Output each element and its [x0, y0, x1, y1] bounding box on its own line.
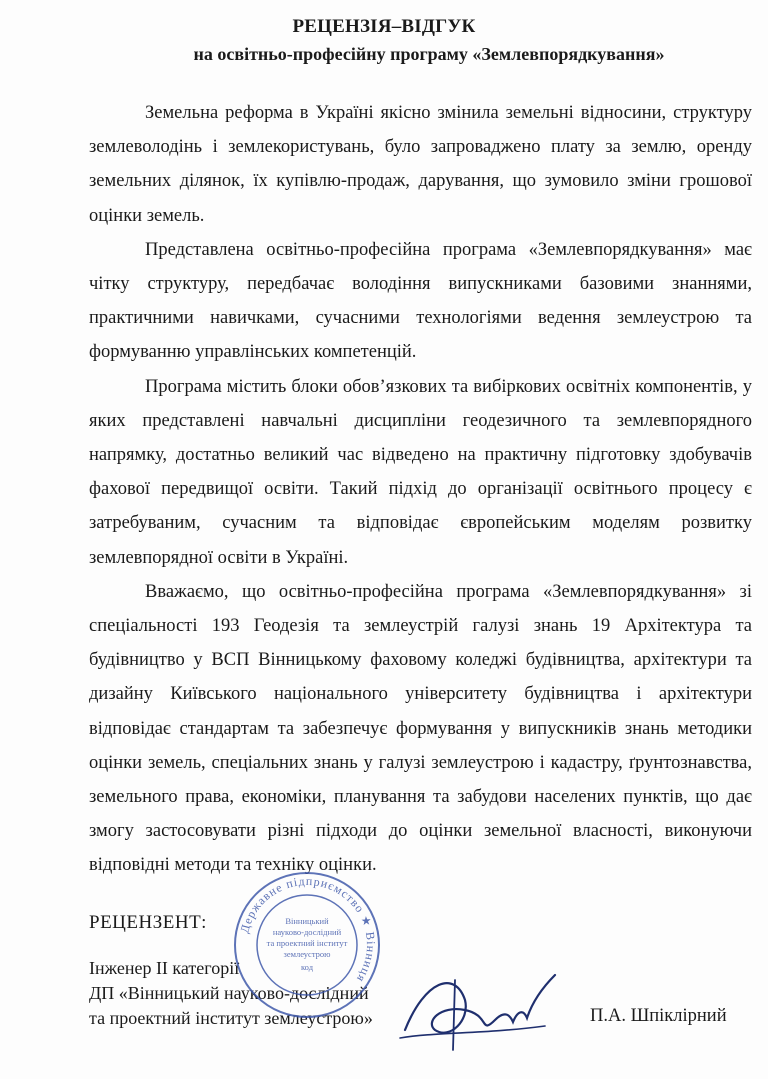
svg-text:землеустрою: землеустрою — [283, 949, 331, 959]
document-body — [89, 96, 752, 883]
reviewer-label: РЕЦЕНЗЕНТ: — [89, 912, 207, 933]
svg-text:науково-дослідний: науково-дослідний — [272, 927, 342, 937]
stamp-seal — [232, 870, 382, 1020]
svg-text:Вінницький: Вінницький — [285, 916, 329, 926]
svg-text:та проектний інститут: та проектний інститут — [266, 938, 348, 948]
reviewer-org-line2: та проектний інститут землеустрою» — [89, 1008, 373, 1028]
paragraph-1: Земельна реформа в Україні якісно змінила земельні відносини, структуру землеволодінь і землекористувань, було запроваджено плату за землю, оренду земельних ділянок, їх купівлю-продаж, дарування, що зумовило зміни грошової оцінки земель. — [89, 103, 752, 226]
signature — [395, 960, 565, 1060]
reviewer-org-line1: ДП «Вінницький науково-дослідний — [89, 983, 369, 1003]
paragraph-2: Представлена освітньо-професійна програма «Землевпорядкування» має чітку структуру, передбачає володіння випускниками базовими знаннями, практичними навичками, сучасними технологіями ведення землеустрою та формуванню управлінських компетенцій. — [89, 239, 752, 363]
svg-text:Державне підприємство ★ Вінниц: Державне підприємство ★ Вінниця — [237, 873, 379, 986]
document-title: РЕЦЕНЗІЯ–ВІДГУК — [292, 16, 476, 37]
document-subtitle: на освітньо-професійну програму «Землевпорядкування» — [193, 44, 665, 64]
paragraph-4: Вважаємо, що освітньо-професійна програма «Землевпорядкування» зі спеціальності 193 Геодезія та землеустрій галузі знань 19 Архітектура та будівництво у ВСП Вінницькому фаховому коледжі будівництва, архітектури та дизайну Київського національного університету будівництва і архітектури відповідає стандартам та забезпечує формування у випускників знань методики оцінки земель, спеціальних знань у галузі землеустрою і кадастру, ґрунтознавства, земельного права, економіки, планування та забудови населених пунктів, що дає змогу застосовувати різні підходи до оцінки земельної власності, виконуючи відповідні методи та техніку оцінки. — [89, 581, 752, 876]
reviewer-position: Інженер ІІ категорії — [89, 958, 240, 978]
svg-text:код: код — [300, 962, 314, 972]
reviewer-name: П.А. Шпіклірний — [590, 1006, 727, 1026]
paragraph-3: Програма містить блоки обов’язкових та вибіркових освітніх компонентів, у яких представлені навчальні дисципліни геодезичного та землевпорядного напрямку, достатньо великий час відведено на практичну підготовку здобувачів фахової передвищої освіти. Такий підхід до організації освітнього процесу є затребуваним, сучасним та відповідає європейським моделям розвитку землевпорядної освіти в Україні. — [89, 376, 752, 568]
